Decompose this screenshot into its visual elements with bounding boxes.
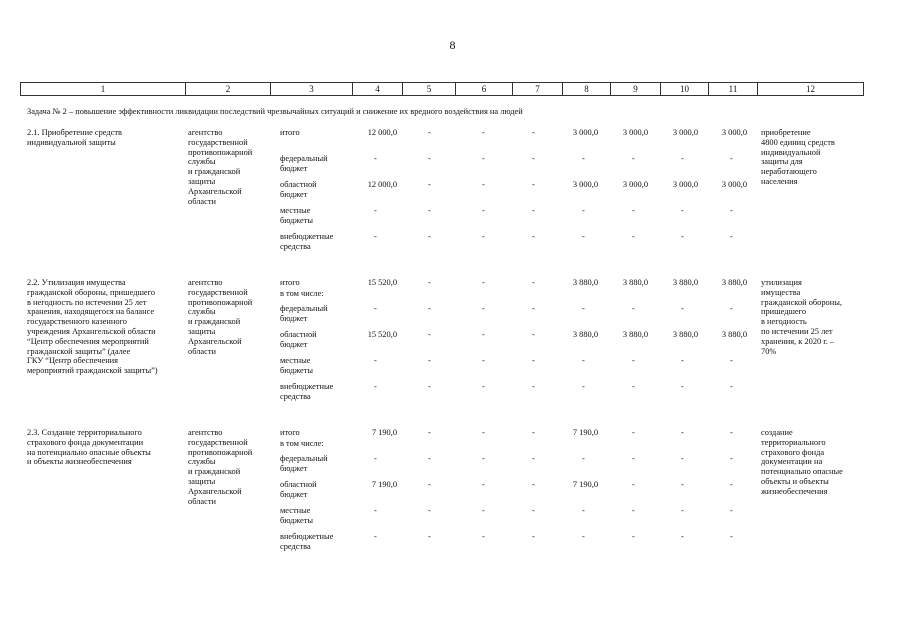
empty-value: -	[374, 206, 377, 215]
regional-value: 3 880,0	[572, 330, 598, 339]
total-value: 3 000,0	[672, 128, 698, 137]
empty-value: -	[482, 206, 485, 215]
header-col-3: 3	[271, 83, 353, 95]
measure-name: гражданской защиты” (далее	[27, 346, 131, 356]
expected-result: по истечении 25 лет	[761, 327, 833, 336]
expected-result: пришедшего	[761, 307, 807, 317]
executor: и гражданской	[188, 467, 241, 477]
total-value: 3 000,0	[721, 128, 747, 137]
expected-result: гражданской обороны,	[761, 297, 842, 307]
measure-name: 2.2. Утилизация имущества	[27, 278, 126, 287]
empty-value: -	[632, 356, 635, 365]
measure-name: в негодность по истечении 25 лет	[27, 297, 147, 307]
total-value: 3 000,0	[572, 128, 598, 137]
empty-value: -	[582, 206, 585, 215]
expected-result: приобретение	[761, 128, 811, 137]
empty-value: -	[582, 154, 585, 163]
empty-value: -	[374, 356, 377, 365]
expected-result: защиты для	[761, 157, 803, 167]
empty-value: -	[532, 532, 535, 541]
expected-result: создание	[761, 428, 793, 437]
total-value: -	[428, 128, 431, 137]
header-col-7: 7	[513, 83, 563, 95]
regional-value: 3 880,0	[622, 330, 648, 339]
task-title: Задача № 2 – повышение эффективности ликвидации последствий чрезвычайных ситуаций и снижение их вредного воздействия на людей	[27, 107, 523, 116]
source-regional-label: бюджет	[280, 189, 308, 199]
empty-value: -	[681, 206, 684, 215]
source-federal-label: бюджет	[280, 313, 308, 323]
source-total-label: итого	[280, 128, 300, 137]
empty-value: -	[482, 506, 485, 515]
empty-value: -	[730, 506, 733, 515]
regional-value: -	[428, 180, 431, 189]
source-regional-label: областной	[280, 480, 317, 489]
empty-value: -	[428, 232, 431, 241]
empty-value: -	[482, 304, 485, 313]
header-col-1: 1	[21, 83, 186, 95]
empty-value: -	[374, 382, 377, 391]
executor: Архангельской	[188, 186, 242, 196]
empty-value: -	[681, 154, 684, 163]
empty-value: -	[374, 154, 377, 163]
measure-name: ГКУ “Центр обеспечения	[27, 356, 119, 366]
source-local-label: местные	[280, 206, 311, 215]
executor: агентство	[188, 428, 223, 437]
executor: области	[188, 496, 216, 506]
empty-value: -	[632, 304, 635, 313]
empty-value: -	[532, 356, 535, 365]
total-value: 3 880,0	[672, 278, 698, 287]
total-value: 12 000,0	[367, 128, 397, 137]
measure-name: хранения, находящегося на балансе	[27, 307, 155, 317]
empty-value: -	[730, 454, 733, 463]
regional-value: -	[532, 180, 535, 189]
empty-value: -	[582, 532, 585, 541]
expected-result: хранения, к 2020 г. –	[761, 336, 835, 346]
empty-value: -	[632, 206, 635, 215]
measure-name: индивидуальной защиты	[27, 137, 116, 147]
executor: противопожарной	[188, 297, 253, 307]
expected-result: имущества	[761, 287, 801, 297]
expected-result: индивидуальной	[761, 147, 821, 157]
empty-value: -	[482, 356, 485, 365]
empty-value: -	[681, 304, 684, 313]
empty-value: -	[681, 232, 684, 241]
empty-value: -	[374, 454, 377, 463]
executor: противопожарной	[188, 147, 253, 157]
empty-value: -	[730, 232, 733, 241]
empty-value: -	[582, 356, 585, 365]
executor: защиты	[188, 327, 216, 336]
total-value: 15 520,0	[367, 278, 397, 287]
source-including-label: в том числе:	[280, 289, 324, 298]
empty-value: -	[632, 506, 635, 515]
empty-value: -	[582, 454, 585, 463]
executor: области	[188, 196, 216, 206]
executor: и гражданской	[188, 317, 241, 327]
total-value: 3 000,0	[622, 128, 648, 137]
regional-value: -	[730, 480, 733, 489]
total-value: -	[532, 278, 535, 287]
expected-result: населения	[761, 177, 798, 186]
empty-value: -	[482, 154, 485, 163]
total-value: -	[482, 428, 485, 437]
expected-result: страхового фонда	[761, 447, 825, 457]
empty-value: -	[730, 154, 733, 163]
empty-value: -	[681, 506, 684, 515]
regional-value: -	[532, 480, 535, 489]
measure-name: на потенциально опасные объекты	[27, 447, 151, 457]
empty-value: -	[482, 532, 485, 541]
page-number: 8	[449, 38, 456, 52]
source-regional-label: областной	[280, 330, 317, 339]
source-local-label: местные	[280, 506, 311, 515]
total-value: -	[482, 278, 485, 287]
regional-value: -	[428, 330, 431, 339]
empty-value: -	[582, 382, 585, 391]
empty-value: -	[532, 382, 535, 391]
empty-value: -	[374, 506, 377, 515]
empty-value: -	[428, 304, 431, 313]
expected-result: объекты и объекты	[761, 477, 829, 486]
header-col-10: 10	[661, 83, 709, 95]
regional-value: 15 520,0	[367, 330, 397, 339]
regional-value: -	[482, 330, 485, 339]
measure-name: “Центр обеспечения мероприятий	[27, 336, 149, 346]
total-value: -	[730, 428, 733, 437]
regional-value: 3 880,0	[672, 330, 698, 339]
executor: области	[188, 346, 216, 356]
empty-value: -	[730, 206, 733, 215]
total-value: -	[632, 428, 635, 437]
source-federal-label: федеральный	[280, 454, 328, 463]
regional-value: 7 190,0	[572, 480, 598, 489]
empty-value: -	[428, 506, 431, 515]
measure-name: и объекты жизнеобеспечения	[27, 457, 132, 467]
source-extrabudget-label: средства	[280, 541, 311, 551]
empty-value: -	[428, 154, 431, 163]
header-col-8: 8	[563, 83, 611, 95]
empty-value: -	[532, 506, 535, 515]
total-value: -	[482, 128, 485, 137]
executor: защиты	[188, 477, 216, 486]
source-local-label: бюджеты	[280, 365, 314, 375]
empty-value: -	[532, 232, 535, 241]
source-federal-label: бюджет	[280, 463, 308, 473]
empty-value: -	[632, 454, 635, 463]
total-value: 7 190,0	[371, 428, 397, 437]
source-extrabudget-label: внебюджетные	[280, 232, 334, 241]
empty-value: -	[632, 532, 635, 541]
source-regional-label: бюджет	[280, 489, 308, 499]
regional-value: -	[428, 480, 431, 489]
empty-value: -	[428, 532, 431, 541]
executor: службы	[188, 457, 216, 467]
source-extrabudget-label: средства	[280, 391, 311, 401]
header-col-12: 12	[806, 84, 815, 94]
empty-value: -	[532, 454, 535, 463]
executor: государственной	[188, 287, 248, 297]
source-local-label: бюджеты	[280, 515, 314, 525]
empty-value: -	[582, 506, 585, 515]
header-col-6: 6	[456, 83, 513, 95]
total-value: 3 880,0	[622, 278, 648, 287]
expected-result: документации на	[761, 457, 823, 467]
regional-value: -	[681, 480, 684, 489]
total-value: -	[681, 428, 684, 437]
measure-name: гражданской обороны, пришедшего	[27, 287, 156, 297]
empty-value: -	[428, 356, 431, 365]
empty-value: -	[730, 532, 733, 541]
regional-value: 12 000,0	[367, 180, 397, 189]
empty-value: -	[374, 532, 377, 541]
empty-value: -	[582, 232, 585, 241]
executor: Архангельской	[188, 486, 242, 496]
total-value: 7 190,0	[572, 428, 598, 437]
expected-result: потенциально опасные	[761, 467, 843, 477]
header-col-9: 9	[611, 83, 661, 95]
source-regional-label: областной	[280, 180, 317, 189]
executor: и гражданской	[188, 167, 241, 177]
source-extrabudget-label: средства	[280, 241, 311, 251]
total-value: -	[532, 128, 535, 137]
empty-value: -	[681, 356, 684, 365]
total-value: -	[532, 428, 535, 437]
executor: государственной	[188, 437, 248, 447]
empty-value: -	[730, 304, 733, 313]
executor: государственной	[188, 137, 248, 147]
regional-value: 3 000,0	[721, 180, 747, 189]
source-total-label: итого	[280, 428, 300, 437]
empty-value: -	[532, 206, 535, 215]
empty-value: -	[681, 382, 684, 391]
total-value: 3 880,0	[572, 278, 598, 287]
measure-name: 2.1. Приобретение средств	[27, 128, 122, 137]
empty-value: -	[428, 206, 431, 215]
header-col-4: 4	[353, 83, 403, 95]
total-value: -	[428, 278, 431, 287]
regional-value: -	[482, 180, 485, 189]
source-regional-label: бюджет	[280, 339, 308, 349]
source-federal-label: бюджет	[280, 163, 308, 173]
expected-result: неработающего	[761, 167, 817, 177]
measure-name: 2.3. Создание территориального	[27, 428, 142, 437]
header-col-11: 11	[709, 83, 758, 95]
expected-result: территориального	[761, 437, 826, 447]
executor: службы	[188, 307, 216, 317]
executor: защиты	[188, 177, 216, 186]
source-federal-label: федеральный	[280, 154, 328, 163]
empty-value: -	[374, 232, 377, 241]
executor: агентство	[188, 128, 223, 137]
measure-name: государственного казенного	[27, 317, 127, 327]
empty-value: -	[632, 154, 635, 163]
empty-value: -	[428, 382, 431, 391]
empty-value: -	[482, 454, 485, 463]
empty-value: -	[532, 304, 535, 313]
regional-value: 7 190,0	[371, 480, 397, 489]
executor: службы	[188, 157, 216, 167]
empty-value: -	[730, 382, 733, 391]
empty-value: -	[730, 356, 733, 365]
executor: противопожарной	[188, 447, 253, 457]
source-local-label: местные	[280, 356, 311, 365]
regional-value: -	[532, 330, 535, 339]
empty-value: -	[482, 382, 485, 391]
expected-result: жизнеобеспечения	[761, 486, 828, 496]
expected-result: в негодность	[761, 317, 807, 327]
empty-value: -	[632, 232, 635, 241]
regional-value: -	[482, 480, 485, 489]
source-local-label: бюджеты	[280, 215, 314, 225]
measure-name: учреждения Архангельской области	[27, 327, 156, 336]
empty-value: -	[632, 382, 635, 391]
measure-name: страхового фонда документации	[27, 437, 144, 447]
empty-value: -	[532, 154, 535, 163]
empty-value: -	[482, 232, 485, 241]
empty-value: -	[582, 304, 585, 313]
total-value: -	[428, 428, 431, 437]
regional-value: 3 000,0	[672, 180, 698, 189]
empty-value: -	[428, 454, 431, 463]
expected-result: 70%	[761, 346, 777, 356]
source-total-label: итого	[280, 278, 300, 287]
measure-name: мероприятий гражданской защиты”)	[27, 366, 158, 376]
header-col-2: 2	[186, 83, 271, 95]
regional-value: 3 000,0	[622, 180, 648, 189]
source-including-label: в том числе:	[280, 439, 324, 448]
regional-value: 3 000,0	[572, 180, 598, 189]
expected-result: 4800 единиц средств	[761, 137, 835, 147]
expected-result: утилизация	[761, 278, 802, 287]
source-federal-label: федеральный	[280, 304, 328, 313]
empty-value: -	[374, 304, 377, 313]
source-extrabudget-label: внебюджетные	[280, 382, 334, 391]
empty-value: -	[681, 532, 684, 541]
column-number-header	[20, 82, 864, 96]
total-value: 3 880,0	[721, 278, 747, 287]
executor: Архангельской	[188, 336, 242, 346]
empty-value: -	[681, 454, 684, 463]
executor: агентство	[188, 278, 223, 287]
header-col-5: 5	[403, 83, 456, 95]
regional-value: -	[632, 480, 635, 489]
regional-value: 3 880,0	[721, 330, 747, 339]
source-extrabudget-label: внебюджетные	[280, 532, 334, 541]
